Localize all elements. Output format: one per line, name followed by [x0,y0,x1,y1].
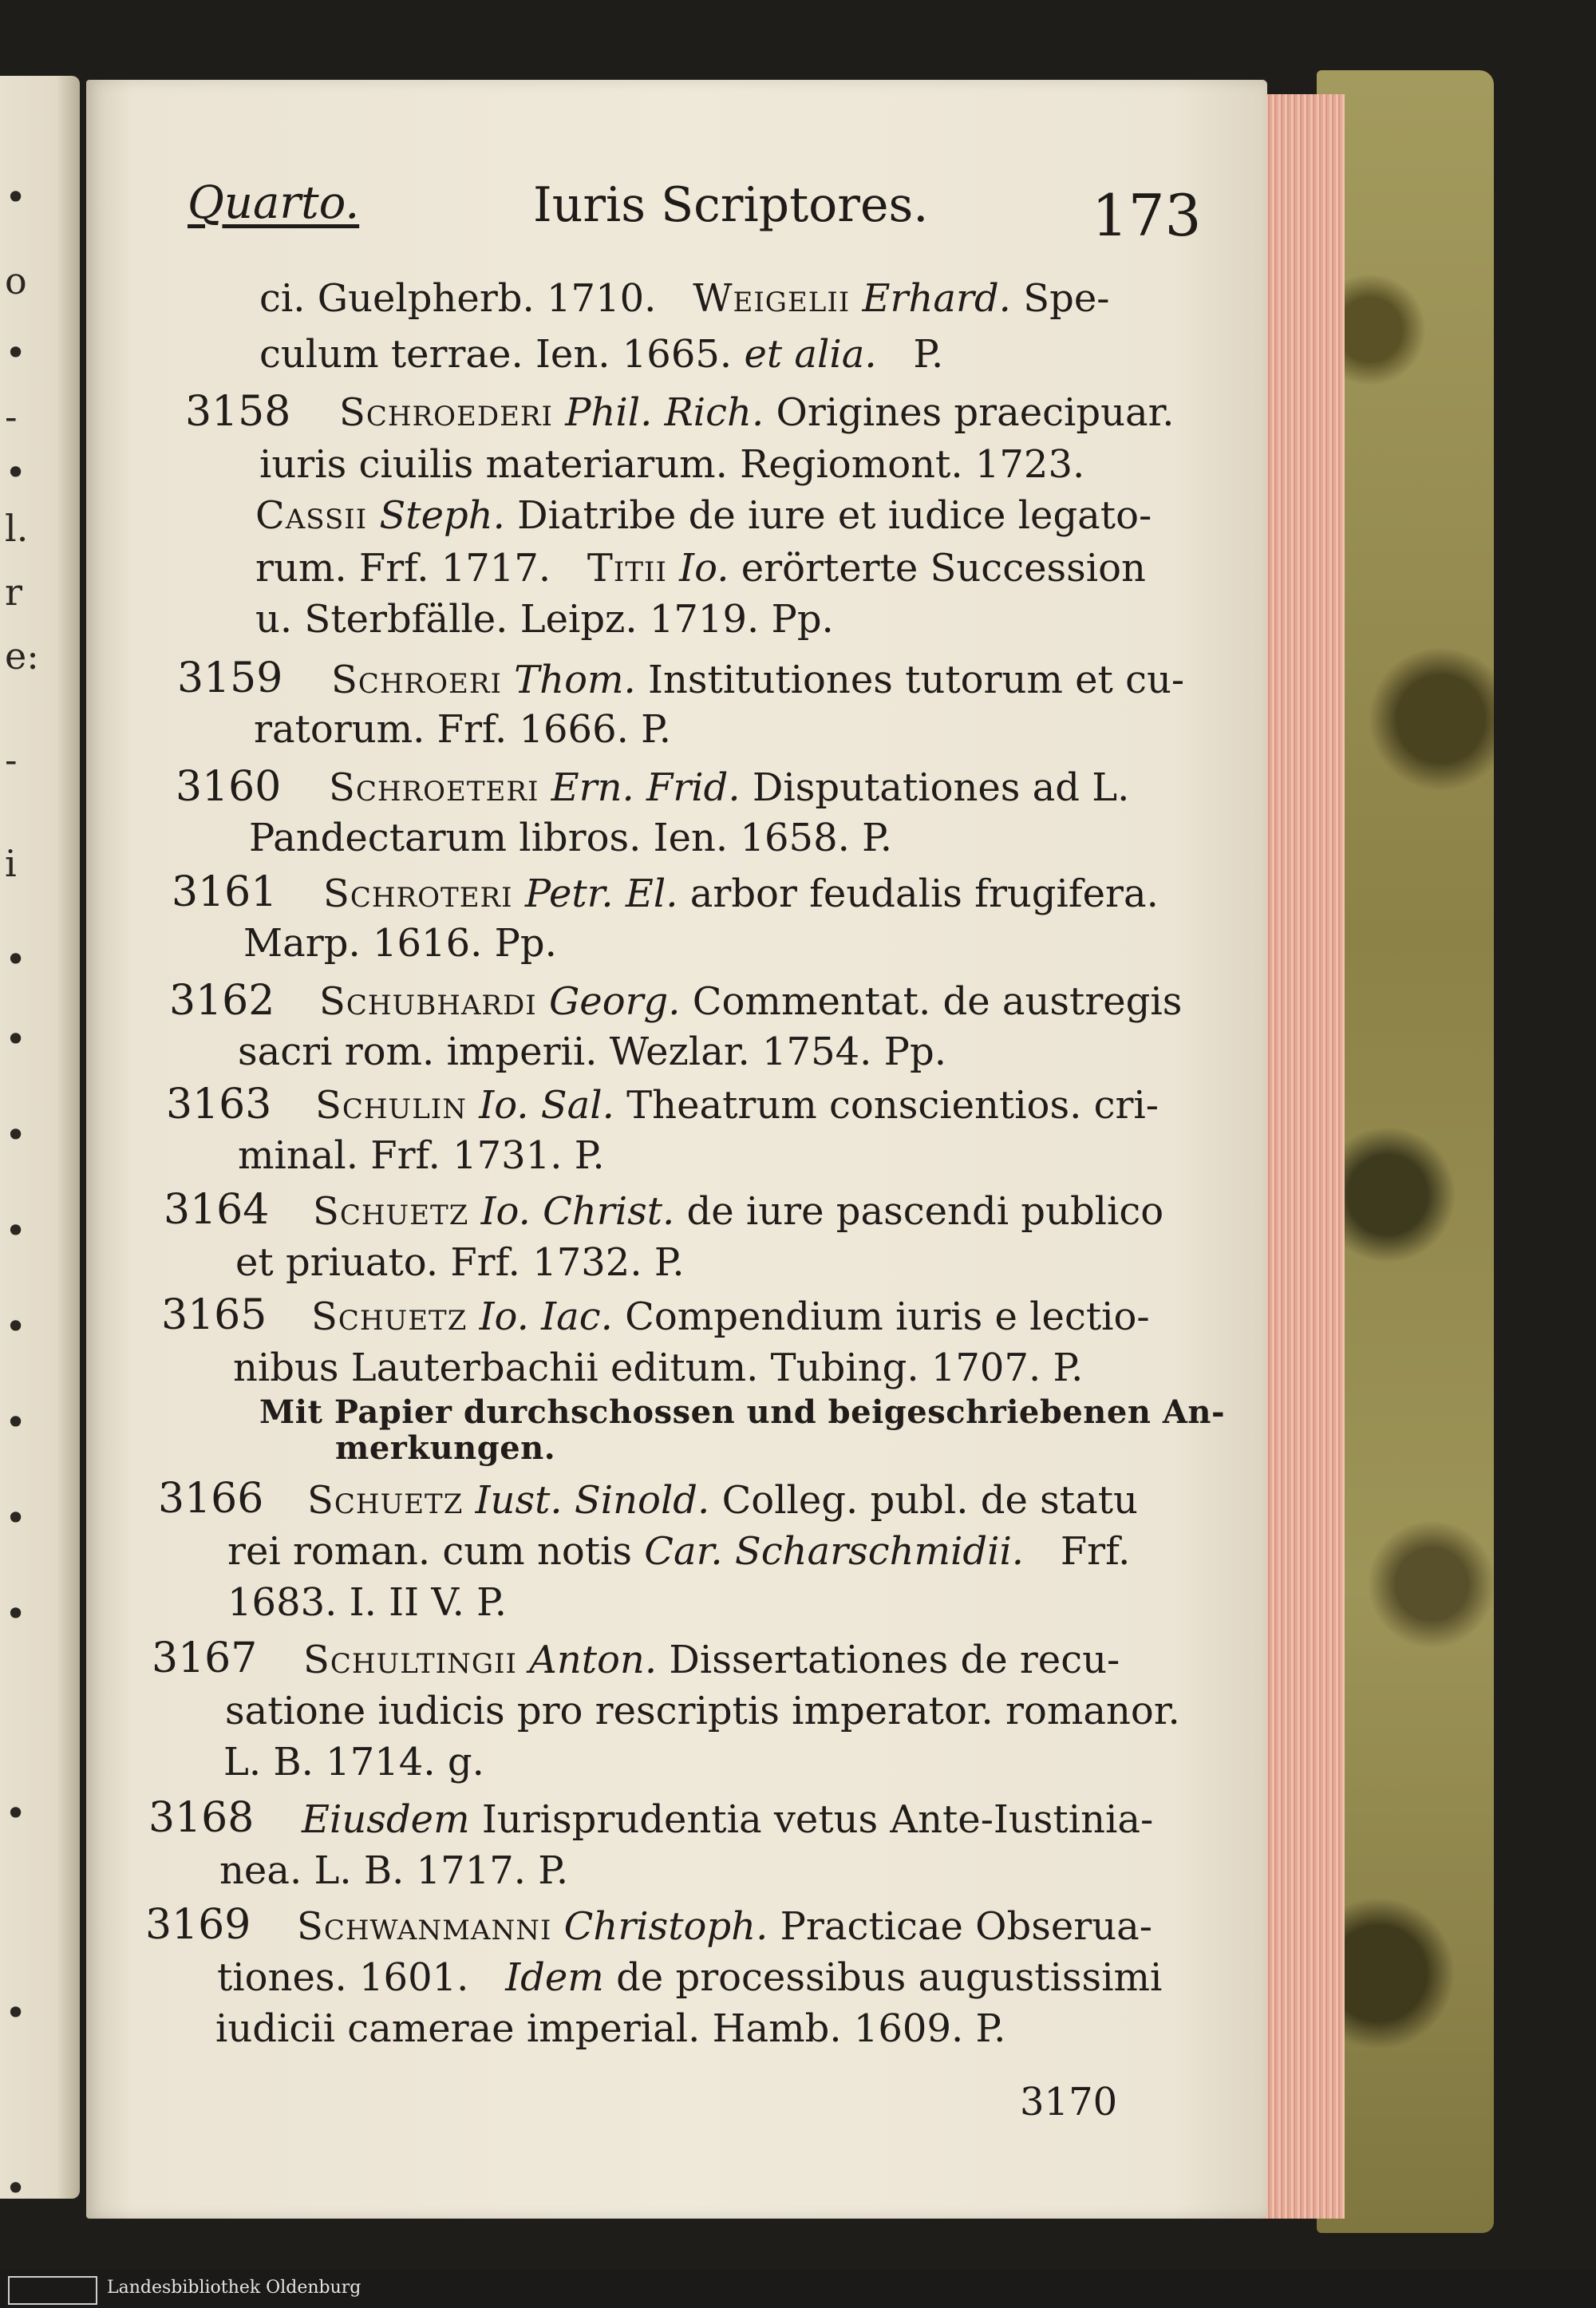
left-page-mark: • [5,1991,27,2034]
entry-line: Schroederi Phil. Rich. Origines praecipuar. [339,390,1175,435]
entry-number: 3165 [161,1291,267,1339]
annotation-line: Mit Papier durchschossen und beigeschriebenen An- [259,1393,1226,1431]
left-page-mark: • [5,1018,27,1061]
entry-number: 3160 [176,763,282,811]
adjacent-left-page [0,76,80,2210]
entry-line: rei roman. cum notis Car. Scharschmidii. Frf. [227,1529,1131,1574]
page-number: 173 [1092,182,1202,249]
entry-number: 3161 [172,868,278,916]
left-page-mark: • [5,938,27,981]
left-page-mark: • [5,2167,27,2210]
entry-line: et priuato. Frf. 1732. P. [235,1240,685,1285]
entry-number: 3163 [166,1081,272,1128]
left-page-mark: • [5,1305,27,1348]
catchword: 3170 [1020,2080,1118,2124]
running-head-title: Iuris Scriptores. [533,177,929,233]
left-page-mark: r [5,571,22,614]
entry-line: culum terrae. Ien. 1665. et alia. P. [259,332,944,377]
entry-line: 1683. I. II V. P. [227,1580,507,1625]
entry-line: iudicii camerae imperial. Hamb. 1609. P. [215,2006,1006,2051]
entry-line: Schulin Io. Sal. Theatrum conscientios. cri- [315,1083,1159,1128]
entry-line: rum. Frf. 1717. Titii Io. erörterte Succession [255,546,1146,591]
left-page-mark: l. [5,507,29,550]
library-name: Landesbibliothek Oldenburg [107,2278,361,2298]
left-page-mark: • [5,1401,27,1444]
left-page-mark: • [5,1592,27,1635]
left-page-mark: • [5,1113,27,1156]
entry-number: 3159 [177,654,283,702]
entry-line: Eiusdem Iurisprudentia vetus Ante-Iustinia- [302,1797,1154,1842]
entry-line: Marp. 1616. Pp. [243,921,557,966]
left-page-mark: e: [5,634,39,678]
left-page-mark: • [5,1792,27,1835]
entry-line: Schultingii Anton. Dissertationes de recu- [303,1638,1120,1682]
entry-line: ci. Guelpherb. 1710. Weigelii Erhard. Spe- [259,276,1110,321]
left-page-mark: • [5,1496,27,1539]
left-page-mark: - [5,738,18,781]
entry-line: sacri rom. imperii. Wezlar. 1754. Pp. [238,1030,946,1074]
entry-number: 3169 [145,1901,251,1949]
left-page-mark: o [5,259,27,302]
left-page-mark: • [5,176,27,219]
entry-line: Schuetz Io. Iac. Compendium iuris e lectio- [311,1294,1150,1339]
entry-line: minal. Frf. 1731. P. [238,1133,605,1178]
footer-bar [0,2270,1596,2308]
page-block-edge [1254,94,1345,2219]
running-head-format: Quarto. [188,177,360,229]
entry-number: 3162 [169,977,275,1025]
entry-line: Schubhardi Georg. Commentat. de austregis [319,979,1183,1024]
entry-line: iuris ciuilis materiarum. Regiomont. 1723. [259,442,1085,487]
left-page-mark: • [5,451,27,494]
left-page-mark: - [5,395,18,438]
entry-line: Schroeri Thom. Institutiones tutorum et cu- [331,658,1185,702]
entry-line: Pandectarum libros. Ien. 1658. P. [249,816,892,860]
entry-line: tiones. 1601. Idem de processibus augustissimi [217,1955,1163,2000]
entry-line: Schroeteri Ern. Frid. Disputationes ad L. [329,765,1130,810]
entry-line: Cassii Steph. Diatribe de iure et iudice legato- [255,493,1152,538]
entry-line: ratorum. Frf. 1666. P. [254,707,671,752]
entry-number: 3158 [185,388,291,436]
entry-line: Schuetz Iust. Sinold. Colleg. publ. de statu [307,1478,1138,1523]
library-logo-icon [8,2276,97,2305]
entry-line: Schuetz Io. Christ. de iure pascendi publico [313,1189,1164,1234]
entry-number: 3167 [152,1634,258,1682]
left-page-mark: • [5,1209,27,1252]
entry-number: 3166 [158,1475,264,1523]
entry-line: Schwanmanni Christoph. Practicae Obserua- [297,1904,1152,1949]
entry-line: L. B. 1714. g. [223,1740,484,1784]
entry-line: nibus Lauterbachii editum. Tubing. 1707. P. [233,1346,1084,1390]
entry-line: u. Sterbfälle. Leipz. 1719. Pp. [255,597,834,642]
left-page-mark: i [5,842,17,885]
annotation-line: merkungen. [335,1429,556,1467]
entry-line: satione iudicis pro rescriptis imperator. romanor. [225,1689,1180,1733]
entry-number: 3164 [164,1186,270,1234]
entry-number: 3168 [148,1794,255,1842]
entry-line: Schroteri Petr. El. arbor feudalis frugifera. [323,871,1159,916]
entry-line: nea. L. B. 1717. P. [219,1848,569,1893]
left-page-mark: • [5,331,27,374]
